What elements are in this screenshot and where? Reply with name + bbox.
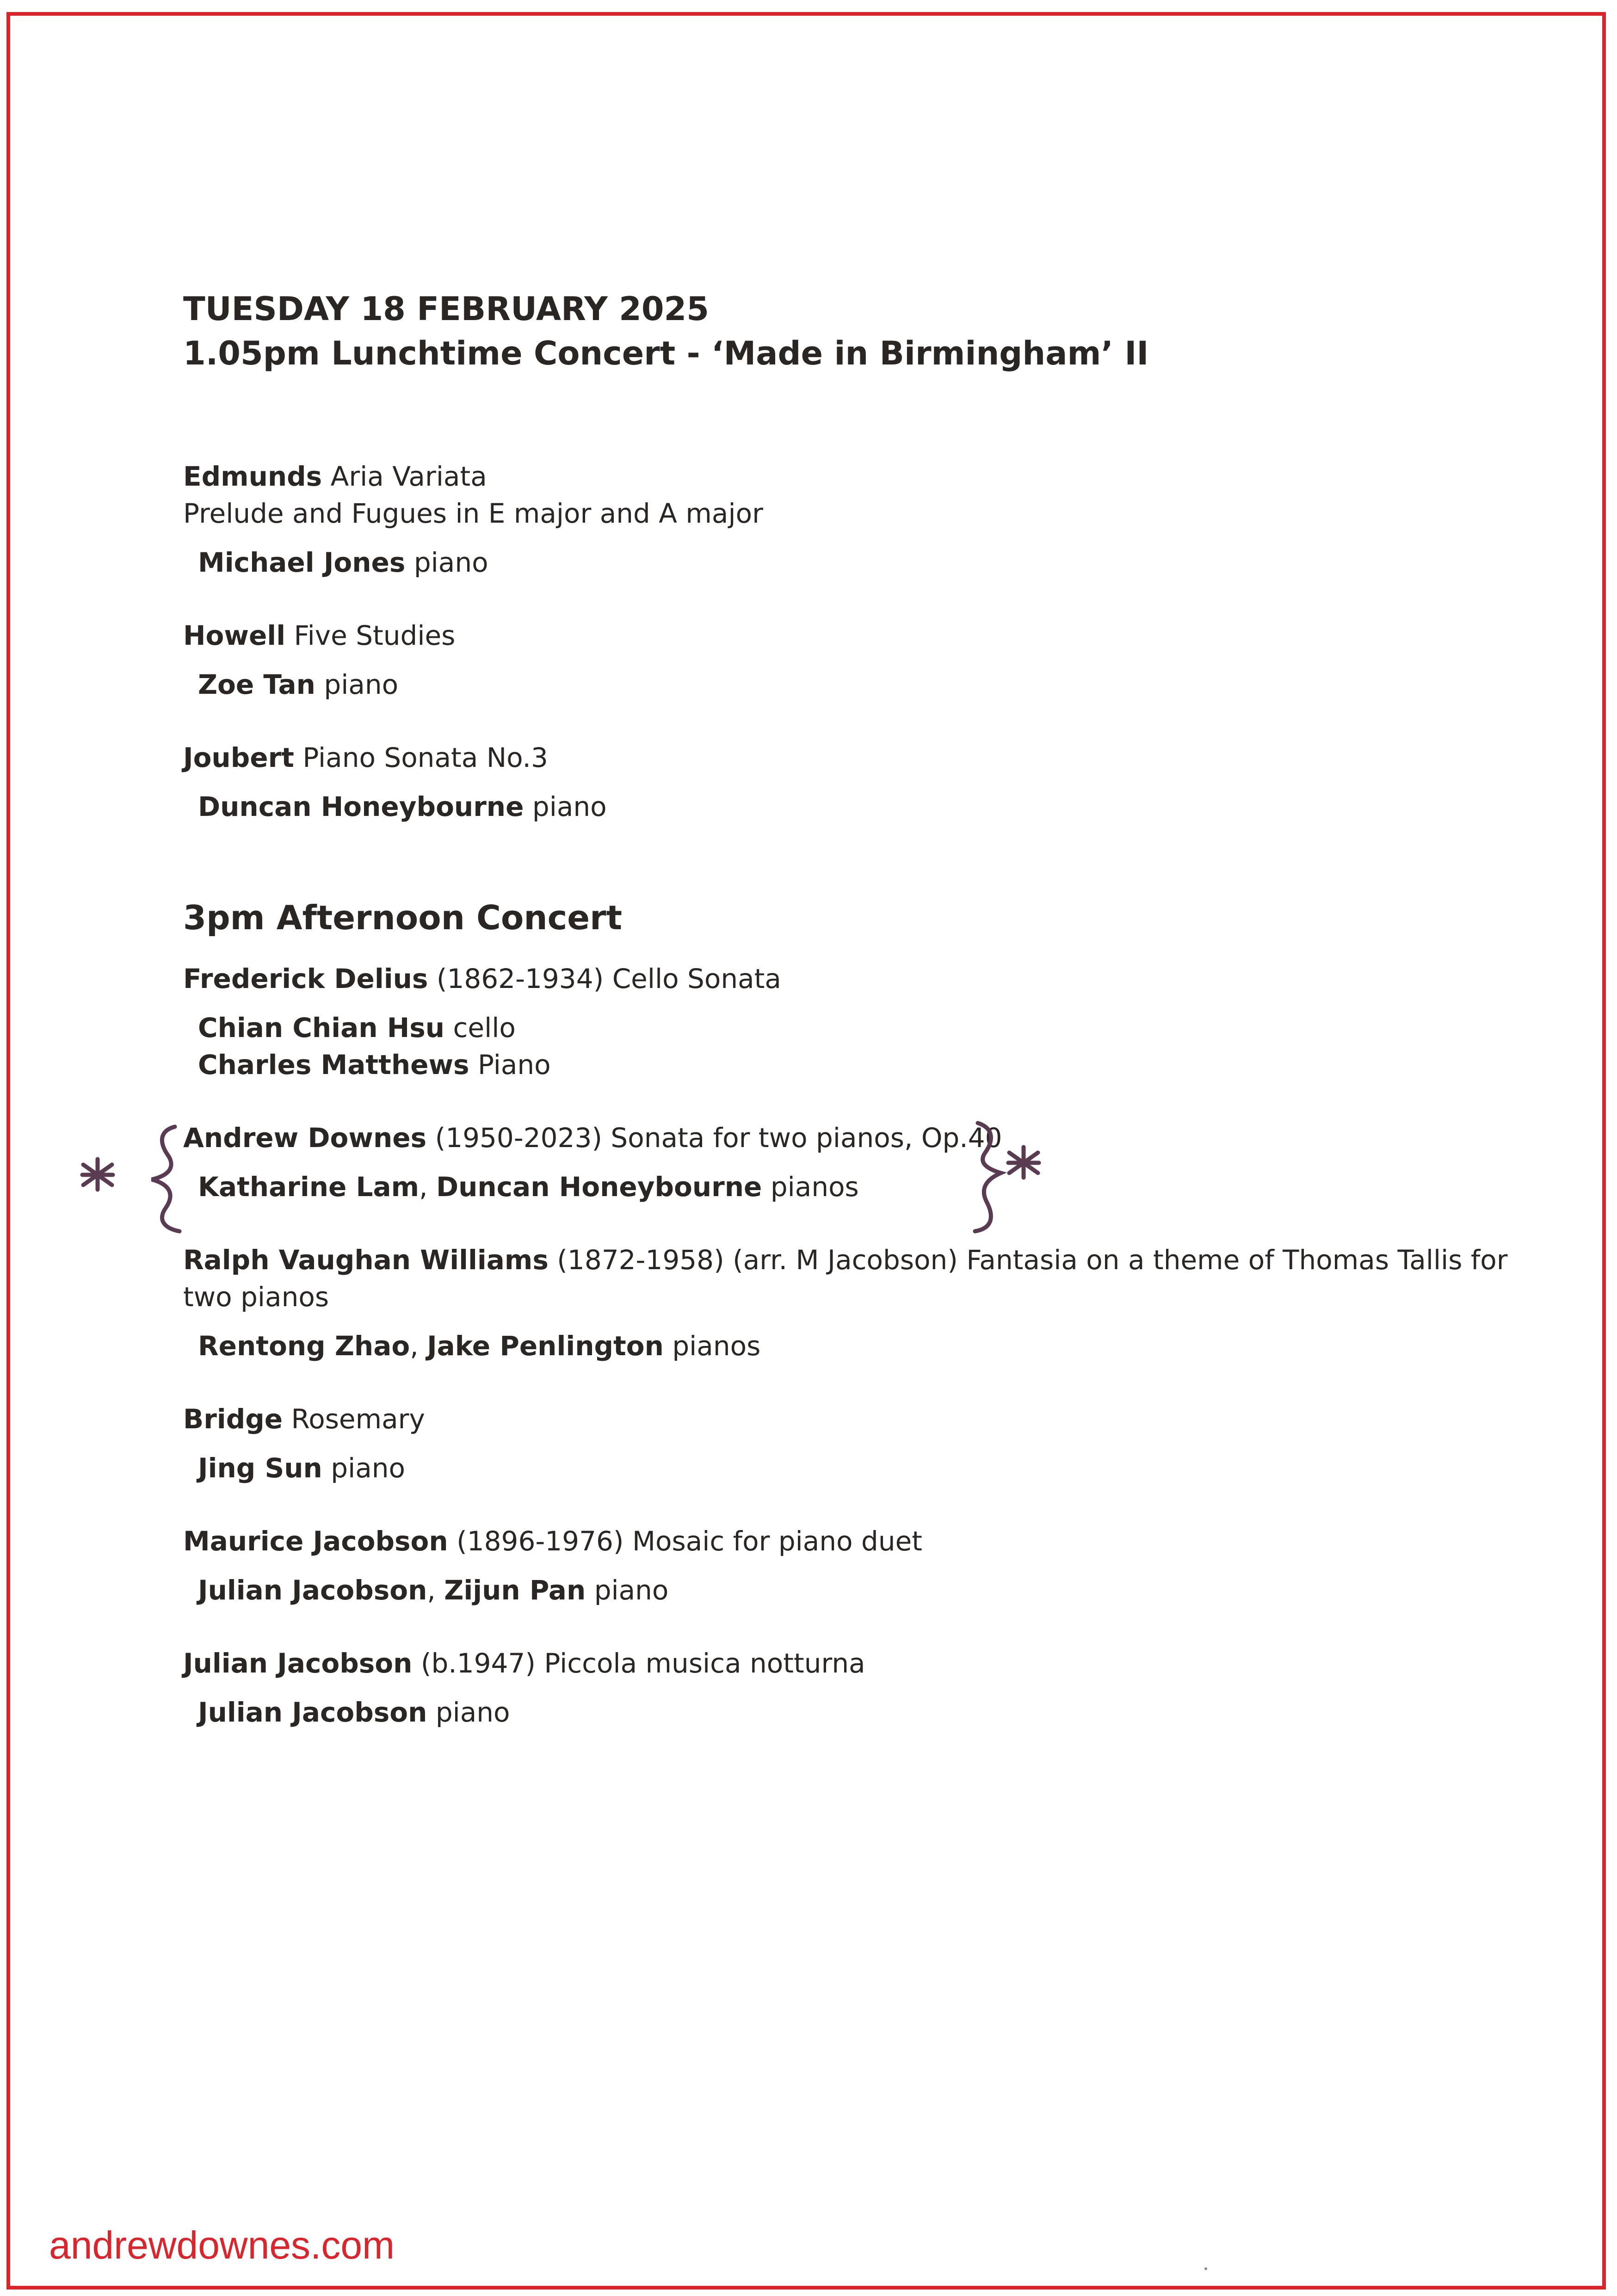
programme-content	[183, 287, 1524, 1767]
performer-line	[198, 666, 1524, 703]
performer-line	[198, 1046, 1524, 1083]
work-title-extra: Prelude and Fugues in E major and A major	[183, 498, 763, 529]
performer-line	[198, 1009, 1524, 1046]
performer-line	[198, 788, 1524, 825]
performer-name: Chian Chian Hsu	[198, 1012, 445, 1043]
composer-dates: (b.1947)	[420, 1648, 536, 1679]
composer-name: Frederick Delius	[183, 963, 428, 994]
performer-name: Michael Jones	[198, 547, 406, 578]
handwritten-annotation	[69, 1110, 1064, 1235]
composer-name: Maurice Jacobson	[183, 1525, 448, 1557]
performer-name: Duncan Honeybourne	[198, 791, 524, 822]
programme-item	[183, 739, 1524, 825]
performers	[198, 1009, 1524, 1083]
performer-instrument: pianos	[672, 1330, 761, 1362]
performer-line: Katharine Lam, Duncan Honeybourne pianos	[198, 1171, 859, 1203]
performer-instrument: cello	[453, 1012, 516, 1043]
performer-line	[198, 1694, 1524, 1731]
composer-name: Andrew Downes	[183, 1122, 427, 1154]
performer-name: Zijun Pan	[444, 1574, 586, 1606]
scan-speck	[1204, 2267, 1207, 2270]
performer-instrument: Piano	[478, 1049, 551, 1080]
performers	[198, 788, 1524, 825]
work-line	[183, 1241, 1524, 1315]
performer-line	[198, 544, 1524, 581]
programme-item	[183, 1645, 1524, 1731]
right-brace-mark	[975, 1123, 1001, 1231]
work-title: Piano Sonata No.3	[302, 742, 548, 773]
composer-name: Joubert	[183, 742, 294, 773]
performer-instrument: piano	[331, 1452, 405, 1484]
performers	[198, 666, 1524, 703]
programme-item	[183, 1241, 1524, 1364]
performer-name: Rentong Zhao	[198, 1330, 410, 1362]
composer-dates: (1896-1976)	[457, 1525, 624, 1557]
programme-item	[183, 458, 1524, 581]
afternoon-concert-title: 3pm Afternoon Concert	[183, 898, 623, 937]
performers	[198, 544, 1524, 581]
performer-instrument: piano	[532, 791, 607, 822]
afternoon-programme	[183, 960, 1524, 1731]
concert-date: TUESDAY 18 FEBRUARY 2025	[183, 290, 709, 328]
composer-name: Howell	[183, 620, 286, 651]
asterisk-right-mark	[1008, 1147, 1039, 1178]
performers	[198, 1327, 1524, 1364]
work-title: (arr. M Jacobson) Fantasia on a theme of Thomas Tallis for two pianos	[183, 1244, 1508, 1313]
left-brace-mark	[152, 1127, 179, 1231]
programme-item	[183, 1401, 1524, 1487]
performer-name: Charles Matthews	[198, 1049, 469, 1080]
asterisk-left-mark	[82, 1159, 113, 1190]
work-line	[183, 739, 1524, 776]
performer-name: Julian Jacobson	[198, 1574, 427, 1606]
composer-dates: (1872-1958)	[557, 1244, 724, 1276]
work-line	[183, 1645, 1524, 1682]
composer-name: Bridge	[183, 1403, 283, 1435]
performer-instrument: piano	[414, 547, 488, 578]
work-title: Sonata for two pianos, Op.40	[611, 1122, 1002, 1154]
performer-name: Julian Jacobson	[198, 1697, 427, 1728]
composer-dates: (1950-2023)	[435, 1122, 602, 1154]
programme-item	[183, 617, 1524, 703]
work-line	[183, 617, 1524, 654]
lunchtime-concert-title: 1.05pm Lunchtime Concert - ‘Made in Birmingham’ II	[183, 334, 1149, 372]
performer-line	[198, 1450, 1524, 1487]
website-url[interactable]: andrewdownes.com	[49, 2223, 395, 2267]
work-line	[183, 458, 1524, 495]
performers	[198, 1572, 1524, 1609]
performer-name: Jing Sun	[198, 1452, 322, 1484]
performer-name: Duncan Honeybourne	[436, 1171, 762, 1203]
work-title: Five Studies	[294, 620, 456, 651]
lunchtime-programme	[183, 458, 1524, 825]
composer-dates: (1862-1934)	[436, 963, 604, 994]
work-title: Mosaic for piano duet	[632, 1525, 923, 1557]
work-line	[183, 960, 1524, 997]
performer-name: Katharine Lam	[198, 1171, 420, 1203]
performer-instrument: piano	[435, 1697, 510, 1728]
work-line	[183, 1523, 1524, 1560]
performer-name: Jake Penlington	[427, 1330, 664, 1362]
composer-name: Ralph Vaughan Williams	[183, 1244, 549, 1276]
performer-line: Julian Jacobson, Zijun Pan piano	[198, 1574, 669, 1606]
performers	[198, 1450, 1524, 1487]
performer-line: Rentong Zhao, Jake Penlington pianos	[198, 1330, 761, 1362]
work-title: Cello Sonata	[612, 963, 781, 994]
performer-instrument: piano	[324, 669, 399, 700]
work-title: Piccola musica notturna	[544, 1648, 865, 1679]
composer-name: Julian Jacobson	[183, 1648, 413, 1679]
programme-item	[183, 1523, 1524, 1609]
performer-instrument: piano	[594, 1574, 669, 1606]
composer-name: Edmunds	[183, 461, 322, 492]
performers	[198, 1694, 1524, 1731]
performer-instrument: pianos	[770, 1171, 859, 1203]
work-title: Aria Variata	[330, 461, 487, 492]
work-line	[183, 1401, 1524, 1438]
programme-item	[183, 960, 1524, 1083]
work-title: Rosemary	[291, 1403, 425, 1435]
performer-name: Zoe Tan	[198, 669, 315, 700]
